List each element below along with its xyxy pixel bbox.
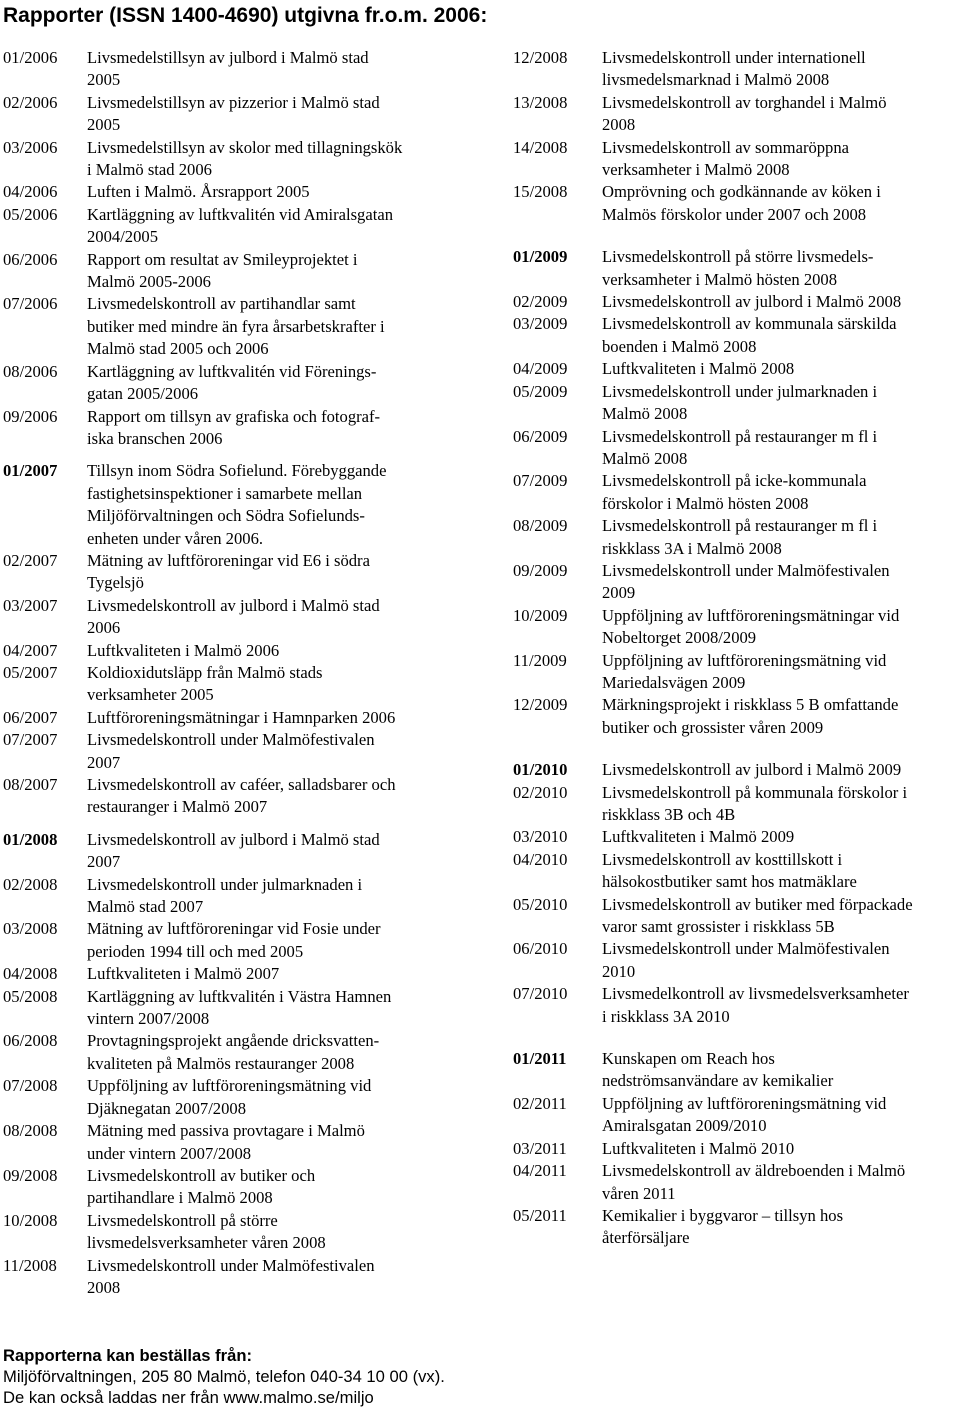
report-title-line: Livsmedelskontroll av kommunala särskilda (602, 314, 897, 334)
report-number: 06/2009 (513, 426, 568, 446)
report-title-line: Livsmedelskontroll under internationell (602, 48, 866, 67)
report-title (87, 293, 488, 360)
report-title-line: Malmö stad 2007 (87, 897, 204, 917)
ordering-info (3, 1345, 445, 1408)
report-title (602, 759, 960, 781)
report-entry (3, 181, 488, 203)
report-number: 04/2011 (513, 1161, 567, 1181)
report-title-line: Mätning med passiva provtagare i Malmö (87, 1121, 365, 1141)
report-entry (513, 1093, 960, 1138)
ordering-title: Rapporterna kan beställas från: (3, 1346, 252, 1365)
report-entry (513, 560, 960, 605)
report-title-line: 2008 (87, 1277, 121, 1297)
report-entry (513, 358, 960, 380)
report-number: 10/2009 (513, 605, 568, 625)
report-title (87, 774, 488, 819)
report-entry (3, 406, 488, 451)
report-title-line: Tillsyn inom Södra Sofielund. Förebyggande (87, 461, 387, 481)
report-entry (3, 92, 488, 137)
report-title-line: Malmö 2008 (602, 404, 688, 424)
report-title-line: Livsmedelskontroll av äldreboenden i Malmö (602, 1161, 906, 1181)
report-number: 01/2007 (3, 461, 58, 481)
report-number: 12/2008 (513, 48, 568, 67)
report-title-line: Uppföljning av luftföroreningsmätning vid (602, 650, 887, 670)
report-title (602, 515, 960, 560)
report-title-line: Livsmedelskontroll av julbord i Malmö 2008 (602, 292, 902, 312)
report-title-line: Mätning av luftföroreningar vid Fosie under (87, 919, 381, 939)
report-title-line: Luftkvaliteten i Malmö 2009 (602, 827, 795, 847)
report-title-line: Rapport om tillsyn av grafiska och fotograf- (87, 406, 381, 426)
report-entry (3, 662, 488, 707)
report-title-line: verksamheter 2005 (87, 685, 214, 705)
report-entry (3, 918, 488, 963)
report-title (87, 986, 488, 1031)
report-number: 06/2008 (3, 1031, 58, 1051)
report-title-line: Livsmedelskontroll under Malmöfestivalen (87, 1255, 375, 1275)
report-title-line: Kartläggning av luftkvalitén vid Förenings- (87, 361, 377, 381)
report-number: 14/2008 (513, 137, 568, 157)
report-title (87, 137, 488, 182)
report-title (87, 249, 488, 294)
report-title-line: Rapport om resultat av Smileyprojektet i (87, 249, 358, 269)
report-title (602, 470, 960, 515)
report-number: 05/2010 (513, 894, 568, 914)
report-number: 07/2009 (513, 471, 568, 491)
report-entry (513, 381, 960, 426)
report-title-line: i Malmö stad 2006 (87, 160, 212, 180)
report-title-line: Livsmedelskontroll under julmarknaden i (602, 381, 878, 401)
report-title-line: Livsmedelskontroll av torghandel i Malmö (602, 92, 887, 112)
report-title (87, 963, 488, 985)
ordering-address: Miljöförvaltningen, 205 80 Malmö, telefon 040-34 10 00 (vx). (3, 1367, 445, 1386)
report-title-line: återförsäljare (602, 1228, 690, 1248)
report-title (602, 358, 960, 380)
report-title-line: hälsokostbutiker samt hos matmäklare (602, 872, 857, 892)
report-title-line: Luftkvaliteten i Malmö 2006 (87, 640, 280, 660)
report-title (602, 938, 960, 983)
report-title-line: Livsmedelskontroll på kommunala förskolor i (602, 782, 908, 802)
report-title-line: 2007 (87, 752, 121, 772)
report-entry (3, 460, 488, 550)
report-entry (513, 426, 960, 471)
report-title-line: Livsmedelskontroll på större livsmedels- (602, 247, 874, 267)
report-number: 11/2008 (3, 1255, 57, 1275)
report-entry (3, 707, 488, 729)
report-number: 04/2007 (3, 640, 58, 660)
report-number: 11/2009 (513, 650, 567, 670)
report-title (87, 829, 488, 874)
report-number: 03/2007 (3, 595, 58, 615)
report-title-line: 2008 (602, 115, 636, 135)
report-title-line: livsmedelsverksamheter våren 2008 (87, 1233, 326, 1253)
report-number: 04/2010 (513, 849, 568, 869)
report-number: 05/2009 (513, 381, 568, 401)
report-entry (3, 986, 488, 1031)
report-number: 04/2008 (3, 964, 58, 984)
report-number: 07/2010 (513, 984, 568, 1004)
report-entry (3, 1030, 488, 1075)
report-title-line: Kartläggning av luftkvalitén i Västra Hamnen (87, 986, 392, 1006)
report-title-line: riskklass 3A i Malmö 2008 (602, 538, 782, 558)
report-title (602, 605, 960, 650)
report-title-line: Livsmedelskontroll på restauranger m fl i (602, 516, 878, 536)
report-title-line: Luftkvaliteten i Malmö 2007 (87, 964, 280, 984)
report-number: 03/2006 (3, 137, 58, 157)
report-title-line: gatan 2005/2006 (87, 384, 199, 404)
report-entry (3, 47, 488, 92)
report-title-line: Märkningsprojekt i riskklass 5 B omfattande (602, 695, 899, 715)
report-entry (513, 694, 960, 739)
report-title (87, 918, 488, 963)
report-title-line: enheten under våren 2006. (87, 528, 264, 548)
report-entry (513, 246, 960, 291)
report-title (602, 47, 960, 92)
report-title-line: Miljöförvaltningen och Södra Sofielunds- (87, 506, 365, 526)
report-title (87, 460, 488, 550)
report-entry (513, 470, 960, 515)
report-entry (513, 1205, 960, 1250)
report-number: 03/2008 (3, 919, 58, 939)
report-entry (3, 1075, 488, 1120)
report-title-line: 2006 (87, 618, 121, 638)
report-title-line: Livsmedelskontroll av caféer, salladsbarer och (87, 775, 396, 794)
report-number: 01/2011 (513, 1049, 567, 1069)
report-entry (3, 874, 488, 919)
report-entry (513, 92, 960, 137)
report-title-line: Livsmedelskontroll under Malmöfestivalen (602, 560, 890, 580)
report-number: 02/2011 (513, 1093, 567, 1113)
report-entry (3, 829, 488, 874)
report-entry (3, 137, 488, 182)
report-title (602, 650, 960, 695)
report-entry (513, 849, 960, 894)
report-title-line: Kartläggning av luftkvalitén vid Amiralsgatan (87, 204, 393, 224)
report-number: 09/2008 (3, 1165, 58, 1185)
report-title-line: Livsmedelskontroll av butiker med förpackade (602, 894, 913, 914)
report-title (87, 874, 488, 919)
report-title (87, 662, 488, 707)
report-title-line: Malmö 2005-2006 (87, 272, 211, 292)
report-number: 05/2007 (3, 662, 58, 682)
report-title-line: Malmö 2008 (602, 448, 688, 468)
report-title-line: Malmös förskolor under 2007 och 2008 (602, 204, 867, 224)
report-number: 08/2007 (3, 775, 58, 794)
report-title-line: Provtagningsprojekt angående dricksvatten- (87, 1031, 380, 1051)
report-title-line: restauranger i Malmö 2007 (87, 797, 268, 817)
report-title-line: vintern 2007/2008 (87, 1009, 210, 1029)
report-title-line: boenden i Malmö 2008 (602, 336, 757, 356)
report-title (602, 560, 960, 605)
report-title (87, 640, 488, 662)
report-title-line: Kunskapen om Reach hos (602, 1049, 775, 1069)
report-title (87, 707, 488, 729)
report-title-line: kvaliteten på Malmös restauranger 2008 (87, 1053, 355, 1073)
report-title (602, 92, 960, 137)
report-title-line: Uppföljning av luftföroreningsmätningar vid (602, 605, 900, 625)
report-entry (513, 782, 960, 827)
report-number: 02/2007 (3, 550, 58, 570)
report-entry (513, 1138, 960, 1160)
report-title (602, 246, 960, 291)
report-entry (3, 1120, 488, 1165)
report-entry (3, 729, 488, 774)
report-title-line: Livsmedelskontroll under Malmöfestivalen (602, 939, 890, 959)
report-title (87, 181, 488, 203)
report-number: 08/2009 (513, 516, 568, 536)
report-entry (513, 1048, 960, 1093)
report-number: 05/2006 (3, 204, 58, 224)
report-title-line: Luftföroreningsmätningar i Hamnparken 2006 (87, 707, 396, 727)
report-number: 01/2006 (3, 48, 58, 67)
report-entry (3, 249, 488, 294)
report-title-line: 2004/2005 (87, 227, 158, 247)
report-number: 15/2008 (513, 182, 568, 202)
report-number: 04/2006 (3, 182, 58, 202)
report-entry (513, 291, 960, 313)
report-title (602, 694, 960, 739)
report-entry (513, 894, 960, 939)
report-number: 04/2009 (513, 359, 568, 379)
report-title (87, 361, 488, 406)
report-title (602, 381, 960, 426)
report-title-line: partihandlare i Malmö 2008 (87, 1188, 273, 1208)
report-entry (3, 361, 488, 406)
report-title (602, 983, 960, 1028)
report-title-line: Luften i Malmö. Årsrapport 2005 (87, 182, 310, 202)
report-title-line: Luftkvaliteten i Malmö 2008 (602, 359, 795, 379)
report-number: 06/2006 (3, 249, 58, 269)
report-entry (3, 595, 488, 640)
report-title-line: verksamheter i Malmö hösten 2008 (602, 269, 838, 289)
report-number: 10/2008 (3, 1210, 58, 1230)
report-title (87, 204, 488, 249)
report-entry (3, 1165, 488, 1210)
report-entry (513, 983, 960, 1028)
report-title-line: livsmedelsmarknad i Malmö 2008 (602, 70, 830, 90)
report-title (87, 47, 488, 92)
report-title-line: riskklass 3B och 4B (602, 805, 736, 824)
report-number: 05/2008 (3, 986, 58, 1006)
report-title (602, 1093, 960, 1138)
report-title-line: Livsmedelstillsyn av julbord i Malmö stad (87, 48, 369, 67)
report-number: 07/2008 (3, 1076, 58, 1096)
report-title-line: Uppföljning av luftföroreningsmätning vid (602, 1093, 887, 1113)
report-title-line: varor samt grossister i riskklass 5B (602, 917, 835, 937)
report-entry (3, 1255, 488, 1300)
report-title (602, 1160, 960, 1205)
report-title-line: 2009 (602, 583, 636, 603)
report-entry (3, 963, 488, 985)
report-title-line: 2007 (87, 852, 121, 872)
report-entry (513, 1160, 960, 1205)
report-title-line: perioden 1994 till och med 2005 (87, 941, 304, 961)
report-number: 01/2009 (513, 247, 568, 267)
report-number: 02/2008 (3, 874, 58, 894)
report-title-line: Malmö stad 2005 och 2006 (87, 339, 269, 359)
report-number: 01/2010 (513, 760, 568, 780)
report-title-line: Nobeltorget 2008/2009 (602, 628, 757, 648)
report-title (602, 1048, 960, 1093)
report-number: 13/2008 (513, 92, 568, 112)
report-entry (3, 1210, 488, 1255)
report-number: 03/2010 (513, 827, 568, 847)
report-title-line: 2005 (87, 70, 121, 90)
report-number: 09/2009 (513, 560, 568, 580)
report-number: 06/2010 (513, 939, 568, 959)
report-list-left (3, 47, 488, 1299)
report-number: 03/2009 (513, 314, 568, 334)
report-title-line: Livsmedelskontroll under julmarknaden i (87, 874, 363, 894)
report-entry (513, 605, 960, 650)
report-title-line: Livsmedelskontroll av partihandlar samt (87, 294, 356, 314)
report-entry (513, 181, 960, 226)
report-title-line: Mariedalsvägen 2009 (602, 672, 746, 692)
report-title-line: iska branschen 2006 (87, 428, 223, 448)
report-entry (3, 640, 488, 662)
report-title (602, 1138, 960, 1160)
report-title (87, 1165, 488, 1210)
report-title-line: butiker med mindre än fyra årsarbetskrafter i (87, 316, 385, 336)
report-entry (513, 313, 960, 358)
report-title (602, 894, 960, 939)
report-entry (3, 550, 488, 595)
report-title-line: Livsmedelskontroll på restauranger m fl i (602, 426, 878, 446)
report-number: 02/2006 (3, 92, 58, 112)
report-number: 02/2009 (513, 292, 568, 312)
report-title (87, 1255, 488, 1300)
report-title (87, 550, 488, 595)
report-entry (3, 293, 488, 360)
report-title-line: Omprövning och godkännande av köken i (602, 182, 881, 202)
report-title-line: Amiralsgatan 2009/2010 (602, 1116, 767, 1136)
report-number: 07/2007 (3, 730, 58, 750)
report-entry (513, 759, 960, 781)
report-title (602, 137, 960, 182)
report-title-line: Livsmedelstillsyn av pizzerior i Malmö stad (87, 92, 380, 112)
report-number: 12/2009 (513, 695, 568, 715)
page-heading: Rapporter (ISSN 1400-4690) utgivna fr.o.m. 2006: (3, 4, 488, 27)
report-title-line: Tygelsjö (87, 573, 144, 593)
report-title-line: förskolor i Malmö hösten 2008 (602, 493, 809, 513)
report-title-line: Luftkvaliteten i Malmö 2010 (602, 1138, 795, 1158)
report-entry (513, 938, 960, 983)
report-title-line: Livsmedelskontroll av kosttillskott i (602, 849, 843, 869)
report-title-line: Livsmedelskontroll på större (87, 1210, 278, 1230)
report-title-line: Koldioxidutsläpp från Malmö stads (87, 662, 323, 682)
report-title (602, 426, 960, 471)
download-info: De kan också laddas ner från www.malmo.se/miljo (3, 1388, 374, 1407)
report-title (602, 782, 960, 827)
report-title-line: Livsmedelskontroll på icke-kommunala (602, 471, 867, 491)
report-title-line: verksamheter i Malmö 2008 (602, 160, 790, 180)
report-number: 08/2008 (3, 1121, 58, 1141)
report-title (602, 291, 960, 313)
report-title-line: fastighetsinspektioner i samarbete mellan (87, 483, 363, 503)
report-title (602, 181, 960, 226)
report-title-line: Mätning av luftföroreningar vid E6 i södra (87, 550, 370, 570)
report-title-line: Livsmedelskontroll av julbord i Malmö stad (87, 595, 380, 615)
report-title-line: Livsmedelskontroll av julbord i Malmö 2009 (602, 760, 902, 780)
report-title-line: Livsmedelskontroll under Malmöfestivalen (87, 730, 375, 750)
report-title-line: Livsmedelskontroll av butiker och (87, 1165, 316, 1185)
report-entry (513, 137, 960, 182)
report-title (87, 92, 488, 137)
report-title (87, 729, 488, 774)
report-title-line: Livsmedelstillsyn av skolor med tillagningskök (87, 137, 403, 157)
report-entry (513, 515, 960, 560)
report-title-line: Livsmedelskontroll av sommaröppna (602, 137, 850, 157)
report-title-line: Kemikalier i byggvaror – tillsyn hos (602, 1205, 844, 1225)
report-title-line: Djäknegatan 2007/2008 (87, 1098, 246, 1118)
report-title (87, 595, 488, 640)
report-list-right (513, 47, 960, 1250)
report-number: 01/2008 (3, 829, 58, 849)
report-title (602, 849, 960, 894)
report-title (602, 313, 960, 358)
report-entry (3, 204, 488, 249)
report-number: 03/2011 (513, 1138, 567, 1158)
report-entry (513, 47, 960, 92)
report-title (87, 1210, 488, 1255)
report-title (87, 1075, 488, 1120)
report-title-line: Uppföljning av luftföroreningsmätning vid (87, 1076, 372, 1096)
report-entry (513, 650, 960, 695)
report-title-line: 2005 (87, 115, 121, 135)
report-number: 05/2011 (513, 1205, 567, 1225)
report-title (87, 1030, 488, 1075)
report-title (602, 1205, 960, 1250)
report-title (602, 826, 960, 848)
report-number: 08/2006 (3, 361, 58, 381)
report-title-line: 2010 (602, 961, 636, 981)
report-number: 02/2010 (513, 782, 568, 802)
report-title (87, 406, 488, 451)
report-title-line: våren 2011 (602, 1183, 676, 1203)
report-title-line: nedströmsanvändare av kemikalier (602, 1071, 834, 1091)
report-number: 07/2006 (3, 294, 58, 314)
report-entry (3, 774, 488, 819)
report-title-line: i riskklass 3A 2010 (602, 1006, 730, 1026)
report-number: 06/2007 (3, 707, 58, 727)
report-title-line: butiker och grossister våren 2009 (602, 717, 824, 737)
report-title-line: under vintern 2007/2008 (87, 1143, 252, 1163)
report-entry (513, 826, 960, 848)
report-title-line: Livsmedelskontroll av julbord i Malmö stad (87, 829, 380, 849)
report-number: 09/2006 (3, 406, 58, 426)
report-title-line: Livsmedelkontroll av livsmedelsverksamheter (602, 984, 909, 1004)
report-title (87, 1120, 488, 1165)
